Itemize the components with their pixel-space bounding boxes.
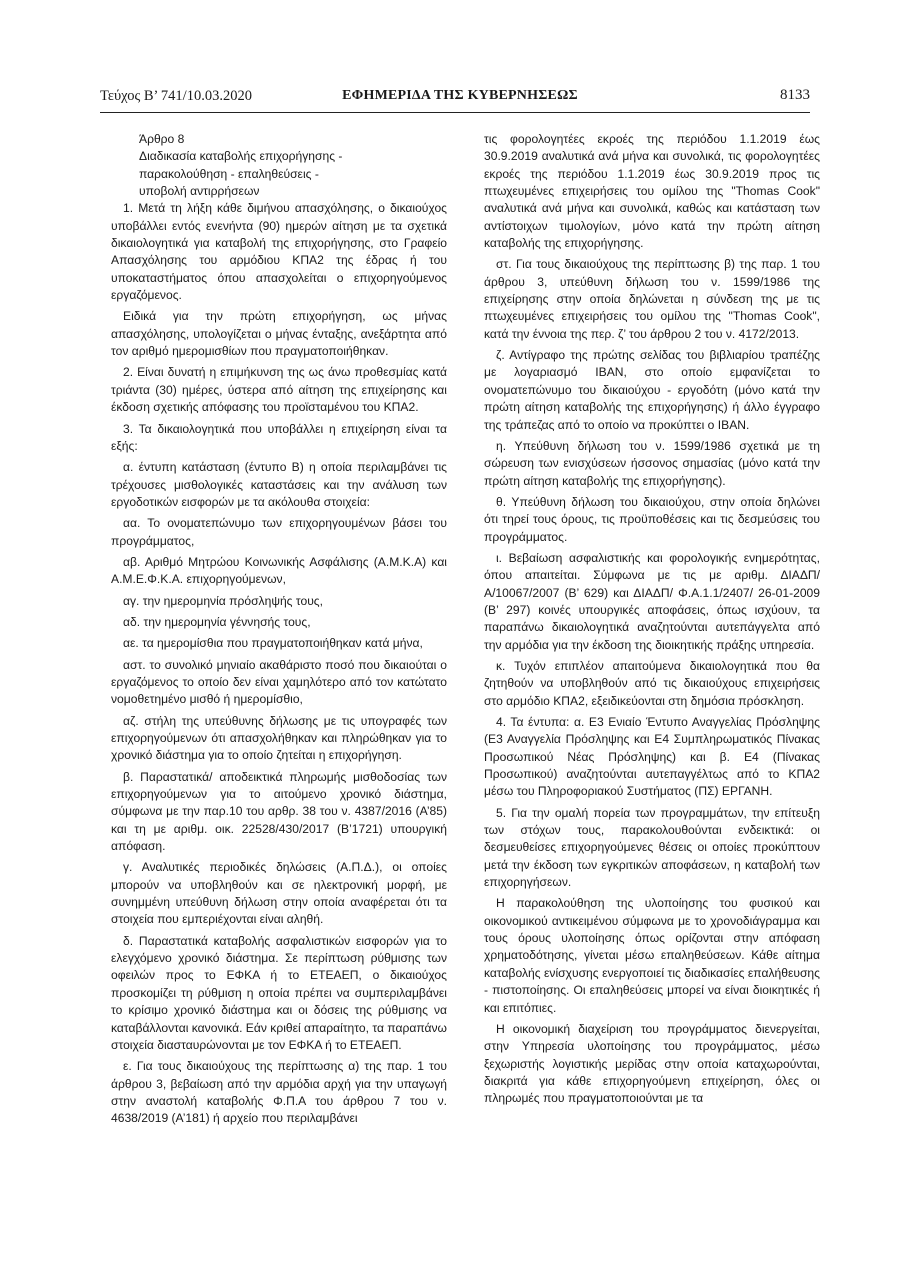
paragraph: 3. Τα δικαιολογητικά που υποβάλλει η επιχείρηση είναι τα εξής: [111, 421, 447, 453]
article-title-line: Διαδικασία καταβολής επιχορήγησης - [139, 149, 343, 164]
paragraph: η. Υπεύθυνη δήλωση του ν. 1599/1986 σχετικά με τη σώρευση των ενισχύσεων ήσσονος σημασίας (μόνο κατά την πρώτη αίτηση καταβολής της επιχορήγησης). [484, 438, 820, 488]
paragraph: ι. Βεβαίωση ασφαλιστικής και φορολογικής ενημερότητας, όπου απαιτείται. Σύμφωνα με τις με αριθμ. ΔΙΑΔΠ/Α/10067/2007 (Β’ 629) και ΔΙΑΔΠ/ Φ.Α.1.1/2407/ 26-01-2009 (Β’ 297) κοινές υπουργικές αποφάσεις, όπως ισχύουν, τα παραπάνω δικαιολογητικά αναζητούνται αυτεπάγγελτα από την αρμόδια για την έκδοση της διοικητικής πράξης υπηρεσία. [484, 550, 820, 652]
paragraph: 5. Για την ομαλή πορεία των προγραμμάτων, την επίτευξη των στόχων τους, παρακολουθούνται ενδεικτικά: οι δεσμευθείσες επιχορηγούμενες θέσεις οι οποίες προκύπτουν μετά την έκδοση των εγκριτικών αποφάσεων, η καταβολή των επιχορηγήσεων. [484, 805, 820, 890]
paragraph: Ειδικά για την πρώτη επιχορήγηση, ως μήνας απασχόλησης, υπολογίζεται ο μήνας ένταξης, ανεξάρτητα από τον αριθμό ημερομισθίων που πραγματοποιήθηκαν. [111, 309, 447, 359]
paragraph: αδ. την ημερομηνία γέννησής τους, [123, 614, 311, 629]
issue-number: Τεύχος Β’ 741/10.03.2020 [100, 88, 252, 104]
paragraph: αβ. Αριθμό Μητρώου Κοινωνικής Ασφάλισης (Α.Μ.Κ.Α) και Α.Μ.Ε.Φ.Κ.Α. επιχορηγούμενων, [111, 554, 447, 587]
paragraph: 2. Είναι δυνατή η επιμήκυνση της ως άνω προθεσμίας κατά τριάντα (30) ημέρες, ύστερα από αίτηση της επιχείρησης και έκδοση σχετικής απόφασης του προϊσταμένου του ΚΠΑ2. [111, 365, 447, 415]
page-header [100, 86, 810, 110]
article-title-line: παρακολούθηση - επαληθεύσεις - [139, 166, 319, 181]
paragraph: δ. Παραστατικά καταβολής ασφαλιστικών εισφορών για το ελεγχόμενο χρονικό διάστημα. Σε περίπτωση ρύθμισης των οφειλών προς το ΕΦΚΑ ή το ΕΤΕΑΕΠ, ο δικαιούχος προσκομίζει τη ρύθμιση η οποία πρέπει να συμπεριλαμβάνει το κρίσιμο χρονικό διάστημα και οι δόσεις της ρύθμισης να καταβάλλονται κανονικά. Εάν κριθεί απαραίτητο, τα παραπάνω στοιχεία διασταυρώνονται με τον ΕΦΚΑ ή το ΕΤΕΑΕΠ. [111, 933, 447, 1052]
page-body [111, 131, 820, 1241]
paragraph: 4. Τα έντυπα: α. Ε3 Ενιαίο Έντυπο Αναγγελίας Πρόσληψης (Ε3 Αναγγελία Πρόσληψης και Ε4 Συμπληρωματικός Πίνακας Προσωπικού Νέας Πρόσληψης) και β. Ε4 (Πίνακας Προσωπικού) αναζητούνται αυτεπαγγέλτως από το ΚΠΑ2 μέσω του Πληροφοριακού Συστήματος (ΠΣ) ΕΡΓΑΝΗ. [484, 715, 820, 799]
paragraph: στ. Για τους δικαιούχους της περίπτωσης β) της παρ. 1 του άρθρου 3, υπεύθυνη δήλωση του ν. 1599/1986 της επιχείρησης στην οποία δηλώνεται η σύνδεση της με τις πτωχευμένες επιχειρήσεις του ομίλου της "Thomas Cook", κατά την έννοια της περ. ζ’ του άρθρου 2 του ν. 4172/2013. [484, 257, 820, 341]
paragraph: αζ. στήλη της υπεύθυνης δήλωσης με τις υπογραφές των επιχορηγούμενων ότι απασχολήθηκαν και πληρώθηκαν για το χρονικό διάστημα για το οποίο ζητείται η επιχορήγηση. [111, 713, 447, 763]
paragraph: ε. Για τους δικαιούχους της περίπτωσης α) της παρ. 1 του άρθρου 3, βεβαίωση από την αρμόδια αρχή για την υπαγωγή στην αναστολή καταβολής Φ.Π.Α του άρθρου 7 του ν. 4638/2019 (Α’181) ή αρχείο που περιλαμβάνει [111, 1059, 447, 1126]
paragraph: γ. Αναλυτικές περιοδικές δηλώσεις (Α.Π.Δ.), οι οποίες μπορούν να υποβληθούν και σε ηλεκτρονική μορφή, με συνημμένη υπεύθυνη δήλωση στην οποία αναφέρεται ότι τα στοιχεία που εμπεριέχονται είναι αληθή. [111, 860, 447, 927]
paragraph: β. Παραστατικά/ αποδεικτικά πληρωμής μισθοδοσίας των επιχορηγούμενων για το αιτούμενο χρονικό διάστημα, σύμφωνα με την παρ.10 του αρθρ. 38 του ν. 4387/2016 (Α’85) και τη με αριθμ. οικ. 22528/430/2017 (Β’1721) υπουργική απόφαση. [111, 769, 447, 854]
paragraph: αα. Το ονοματεπώνυμο των επιχορηγουμένων βάσει του προγράμματος, [111, 516, 447, 548]
paragraph: α. έντυπη κατάσταση (έντυπο Β) η οποία περιλαμβάνει τις τρέχουσες μισθολογικές καταστάσεις και την ανάλυση των εργοδοτικών εισφορών με τα ακόλουθα στοιχεία: [111, 460, 447, 509]
paragraph: ζ. Αντίγραφο της πρώτης σελίδας του βιβλιαρίου τραπέζης με λογαριασμό IBAN, στο οποίο εμφανίζεται το ονοματεπώνυμο του δικαιούχου - εργοδότη (μόνο κατά την πρώτη αίτηση καταβολής της επιχορήγησης) ή άλλο έγγραφο της τράπεζας από το οποίο να προκύπτει ο IBAN. [484, 348, 820, 432]
paragraph: κ. Τυχόν επιπλέον απαιτούμενα δικαιολογητικά που θα ζητηθούν να υποβληθούν από τις δικαιούχους επιχειρήσεις στο αρμόδιο ΚΠΑ2, εξειδικεύονται στη δημόσια πρόσκληση. [484, 658, 820, 708]
paragraph: Η παρακολούθηση της υλοποίησης του φυσικού και οικονομικού αντικειμένου σύμφωνα με το χρονοδιάγραμμα και τους όρους υλοποίησης όπως ορίζονται στην απόφαση χρηματοδότησης, γίνεται μέσω επαληθεύσεων. Κάθε αίτημα καταβολής ενίσχυσης ενεργοποιεί τις διαδικασίες επαλήθευσης - πιστοποίησης. Οι επαληθεύσεις μπορεί να είναι διοικητικές ή και επιτόπιες. [484, 896, 820, 1015]
page-number: 8133 [780, 87, 810, 103]
paragraph: θ. Υπεύθυνη δήλωση του δικαιούχου, στην οποία δηλώνει ότι τηρεί τους όρους, τις προϋποθέσεις και τις δεσμεύσεις του προγράμματος. [484, 494, 820, 544]
paragraph: αε. τα ημερομίσθια που πραγματοποιήθηκαν κατά μήνα, [123, 636, 423, 651]
header-rule [100, 112, 810, 113]
article-heading [139, 131, 447, 200]
paragraph: Η οικονομική διαχείριση του προγράμματος διενεργείται, στην Υπηρεσία υλοποίησης του προγράμματος, μέσω ξεχωριστής λογιστικής μερίδας στην οποία καταχωρούνται, διακριτά για κάθε επιχορηγούμενη επιχείρηση, όλες οι πληρωμές που πραγματοποιούνται με τα [484, 1021, 820, 1106]
right-column [484, 131, 820, 1108]
article-title-line: υποβολή αντιρρήσεων [139, 184, 260, 199]
paragraph: 1. Μετά τη λήξη κάθε διμήνου απασχόλησης, ο δικαιούχος υποβάλλει εντός ενενήντα (90) ημερών αίτηση με τα σχετικά δικαιολογητικά για καταβολή της επιχορήγησης, στο Γραφείο Απασχόλησης του αρμόδιου ΚΠΑ2 της έδρας ή του υποκαταστήματος όπου απασχολείται ο επιχορηγούμενος εργαζόμενος. [111, 201, 447, 303]
paragraph: αστ. το συνολικό μηνιαίο ακαθάριστο ποσό που δικαιούται ο εργαζόμενος το οποίο δεν είναι χαμηλότερο από τον κατώτατο νομοθετημένο μισθό ή ημερομίσθιο, [111, 657, 447, 707]
gazette-title: ΕΦΗΜΕΡΙΔΑ ΤΗΣ ΚΥΒΕΡΝΗΣΕΩΣ [342, 88, 578, 103]
paragraph: τις φορολογητέες εκροές της περιόδου 1.1.2019 έως 30.9.2019 αναλυτικά ανά μήνα και συνολικά, τις φορολογητέες εκροές της περιόδου 1.1.2019 έως 30.9.2019 προς τις πτωχευμένες επιχειρήσεις του ομίλου της "Thomas Cook" αναλυτικά ανά μήνα και συνολικά, καθώς και κατάσταση των αντίστοιχων τιμολογίων, μόνο κατά την πρώτη αίτηση καταβολής της επιχορήγησης. [484, 132, 820, 251]
left-column [111, 131, 447, 1128]
paragraph: αγ. την ημερομηνία πρόσληψής τους, [123, 593, 323, 608]
article-number: Άρθρο 8 [139, 132, 185, 146]
